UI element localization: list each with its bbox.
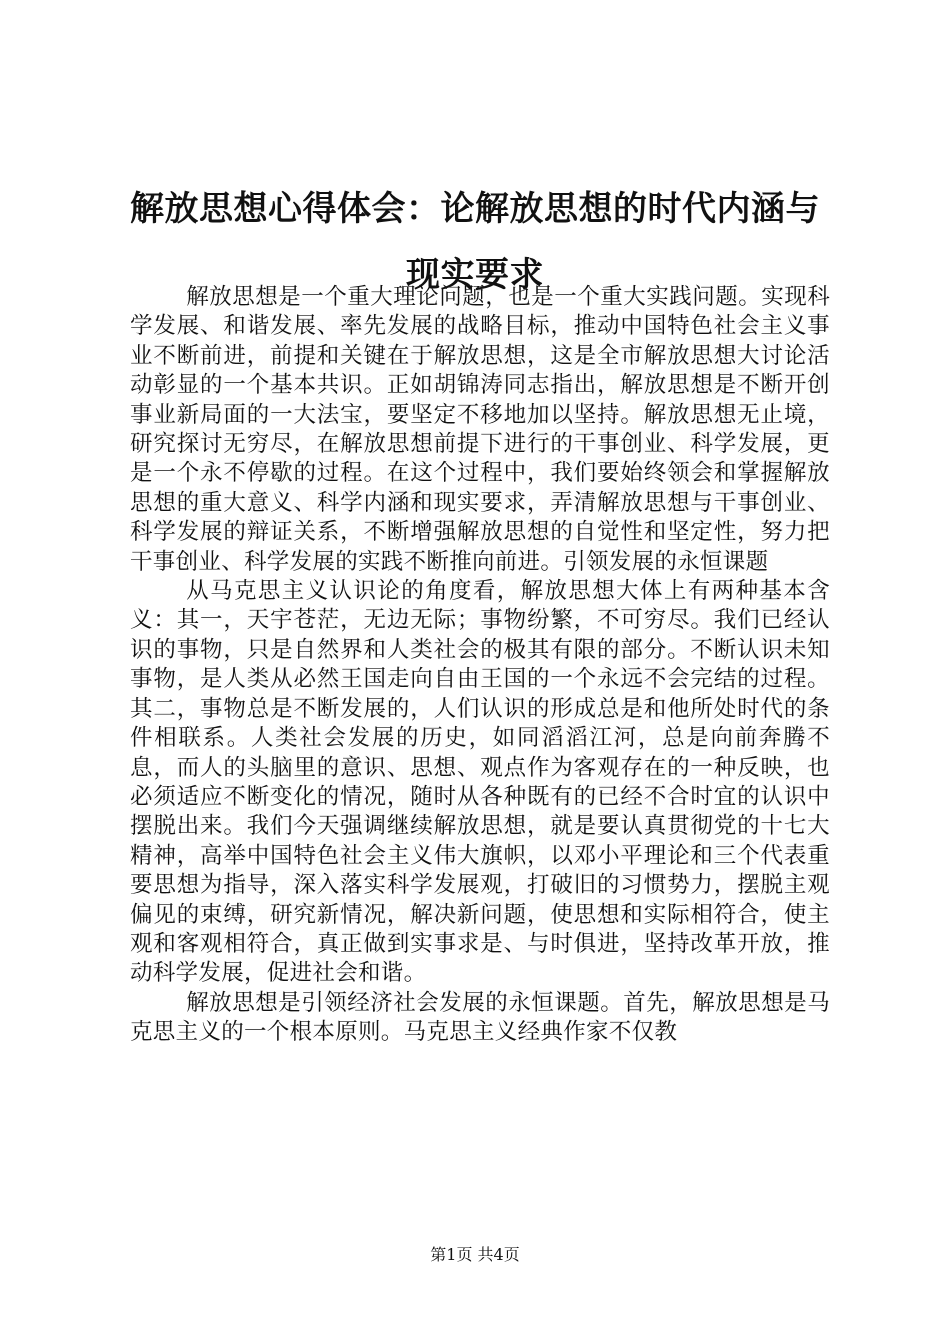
paragraph-1: 解放思想是一个重大理论问题，也是一个重大实践问题。实现科学发展、和谐发展、率先发展的战略目标，推动中国特色社会主义事业不断前进，前提和关键在于解放思想，这是全市解放思想大讨论活动彰显的一个基本共识。正如胡锦涛同志指出，解放思想是不断开创事业新局面的一大法宝，要坚定不移地加以坚持。解放思想无止境，研究探讨无穷尽，在解放思想前提下进行的干事创业、科学发展，更是一个永不停歇的过程。在这个过程中，我们要始终领会和掌握解放思想的重大意义、科学内涵和现实要求，弄清解放思想与干事创业、科学发展的辩证关系，不断增强解放思想的自觉性和坚定性，努力把干事创业、科学发展的实践不断推向前进。引领发展的永恒课题 [130, 284, 830, 575]
document-body [130, 283, 830, 1048]
page-number-footer: 第1页 共4页 [430, 1245, 520, 1264]
title-line-2: 现实要求 [406, 255, 544, 295]
paragraph-2: 从马克思主义认识论的角度看，解放思想大体上有两种基本含义：其一，天宇苍茫，无边无际；事物纷繁，不可穷尽。我们已经认识的事物，只是自然界和人类社会的极其有限的部分。不断认识未知事物，是人类从必然王国走向自由王国的一个永远不会完结的过程。其二，事物总是不断发展的，人们认识的形成总是和他所处时代的条件相联系。人类社会发展的历史，如同滔滔江河，总是向前奔腾不息，而人的头脑里的意识、思想、观点作为客观存在的一种反映，也必须适应不断变化的情况，随时从各种既有的已经不合时宜的认识中摆脱出来。我们今天强调继续解放思想，就是要认真贯彻党的十七大精神，高举中国特色社会主义伟大旗帜，以邓小平理论和三个代表重要思想为指导，深入落实科学发展观，打破旧的习惯势力，摆脱主观偏见的束缚，研究新情况，解决新问题，使思想和实际相符合，使主观和客观相符合，真正做到实事求是、与时俱进，坚持改革开放，推动科学发展，促进社会和谐。 [130, 578, 830, 987]
title-line-1: 解放思想心得体会：论解放思想的时代内涵与 [130, 189, 820, 229]
paragraph-3: 解放思想是引领经济社会发展的永恒课题。首先，解放思想是马克思主义的一个根本原则。马克思主义经典作家不仅教 [130, 989, 830, 1046]
